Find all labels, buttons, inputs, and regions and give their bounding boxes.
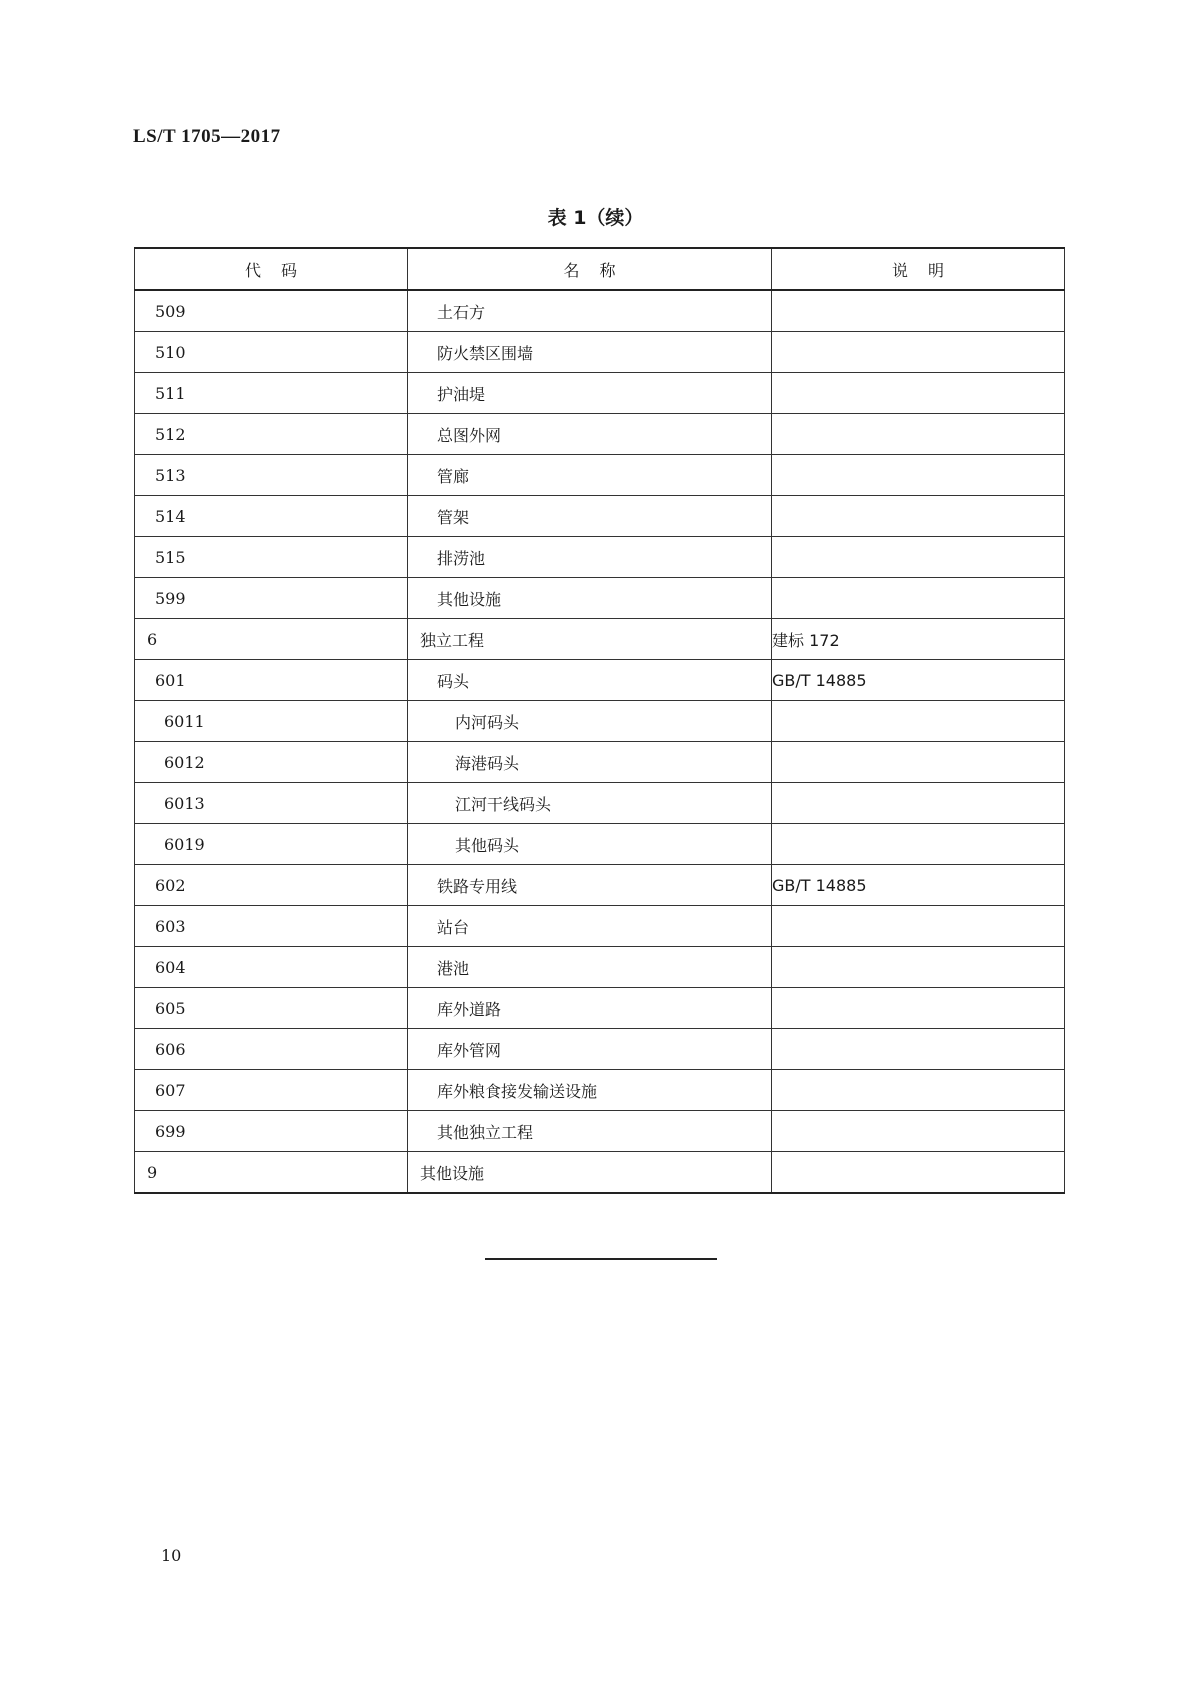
code-cell: 601 [135,660,408,701]
name-cell: 管廊 [408,455,772,496]
table-row [135,455,1065,496]
name-cell: 其他设施 [408,1152,772,1194]
code-cell: 599 [135,578,408,619]
code-cell: 699 [135,1111,408,1152]
table-row [135,1152,1065,1194]
code-cell: 6019 [135,824,408,865]
name-cell: 库外道路 [408,988,772,1029]
table-row [135,1070,1065,1111]
note-cell [772,1152,1065,1194]
note-cell: 建标 172 [772,619,1065,660]
code-cell: 514 [135,496,408,537]
code-cell: 511 [135,373,408,414]
page-number: 10 [161,1546,182,1565]
code-cell: 605 [135,988,408,1029]
name-cell: 站台 [408,906,772,947]
name-cell: 库外粮食接发输送设施 [408,1070,772,1111]
code-cell: 6 [135,619,408,660]
table-title: 表 1（续） [547,207,644,229]
note-cell [772,537,1065,578]
name-cell: 其他设施 [408,578,772,619]
code-cell: 6012 [135,742,408,783]
table-row [135,783,1065,824]
code-cell: 607 [135,1070,408,1111]
table-row [135,824,1065,865]
note-cell [772,290,1065,332]
note-cell [772,988,1065,1029]
code-cell: 515 [135,537,408,578]
column-header-name: 名称 [408,248,772,290]
table-row [135,619,1065,660]
table-row [135,578,1065,619]
name-cell: 码头 [408,660,772,701]
end-rule [485,1258,717,1260]
code-cell: 603 [135,906,408,947]
name-cell: 其他独立工程 [408,1111,772,1152]
name-cell: 防火禁区围墙 [408,332,772,373]
name-cell: 管架 [408,496,772,537]
note-cell [772,496,1065,537]
name-cell: 库外管网 [408,1029,772,1070]
note-cell [772,373,1065,414]
table-row [135,373,1065,414]
name-cell: 港池 [408,947,772,988]
note-cell [772,742,1065,783]
name-cell: 江河干线码头 [408,783,772,824]
code-cell: 6011 [135,701,408,742]
table-row [135,290,1065,332]
code-cell: 604 [135,947,408,988]
note-cell: GB/T 14885 [772,660,1065,701]
standard-code: LS/T 1705—2017 [133,126,281,147]
name-cell: 总图外网 [408,414,772,455]
table-row [135,414,1065,455]
note-cell: GB/T 14885 [772,865,1065,906]
note-cell [772,414,1065,455]
table-row [135,496,1065,537]
code-cell: 606 [135,1029,408,1070]
name-cell: 内河码头 [408,701,772,742]
code-cell: 602 [135,865,408,906]
note-cell [772,947,1065,988]
table-row [135,988,1065,1029]
table-row [135,906,1065,947]
table-row [135,865,1065,906]
table-row [135,332,1065,373]
note-cell [772,1070,1065,1111]
document-header [133,126,281,148]
name-cell: 护油堤 [408,373,772,414]
code-cell: 510 [135,332,408,373]
table-row [135,701,1065,742]
name-cell: 排涝池 [408,537,772,578]
note-cell [772,906,1065,947]
name-cell: 土石方 [408,290,772,332]
code-cell: 509 [135,290,408,332]
table-row [135,660,1065,701]
name-cell: 独立工程 [408,619,772,660]
note-cell [772,824,1065,865]
code-cell: 9 [135,1152,408,1194]
note-cell [772,701,1065,742]
table-row [135,537,1065,578]
code-cell: 513 [135,455,408,496]
code-cell: 6013 [135,783,408,824]
name-cell: 其他码头 [408,824,772,865]
note-cell [772,1029,1065,1070]
note-cell [772,332,1065,373]
note-cell [772,578,1065,619]
note-cell [772,1111,1065,1152]
code-cell: 512 [135,414,408,455]
classification-table [134,247,1065,1194]
note-cell [772,455,1065,496]
table-row [135,1111,1065,1152]
column-header-note: 说明 [772,248,1065,290]
table-row [135,1029,1065,1070]
name-cell: 海港码头 [408,742,772,783]
name-cell: 铁路专用线 [408,865,772,906]
table-row [135,742,1065,783]
note-cell [772,783,1065,824]
table-row [135,947,1065,988]
table-header-row [135,248,1065,290]
column-header-code: 代码 [135,248,408,290]
